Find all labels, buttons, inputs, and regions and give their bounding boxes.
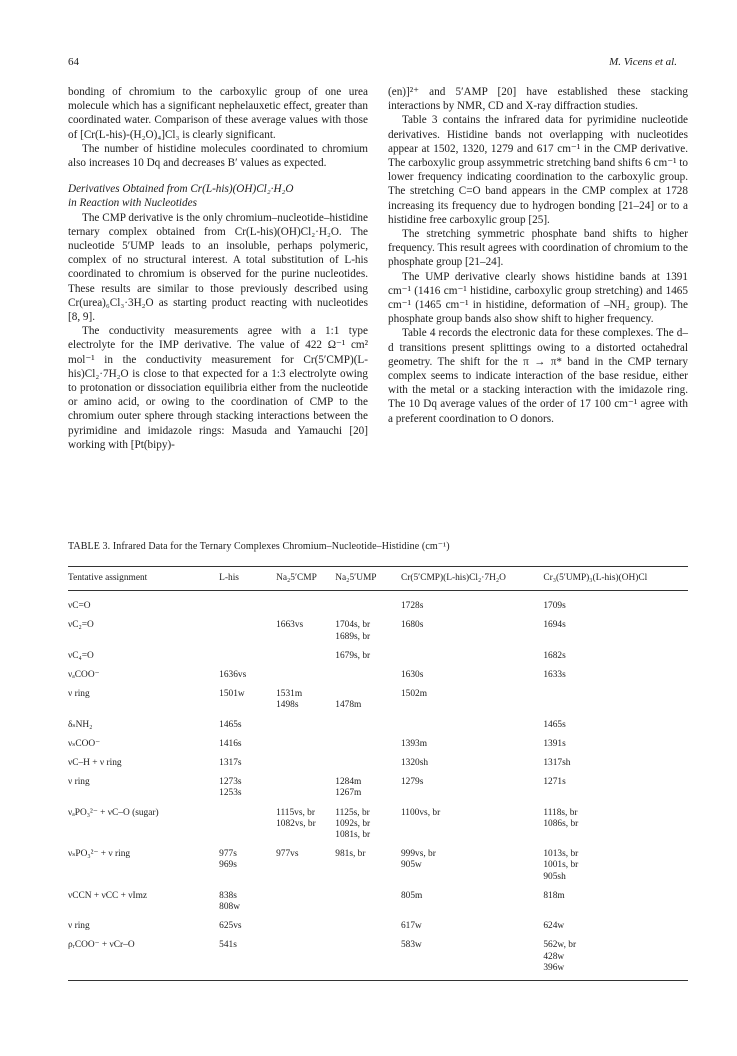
table-cell bbox=[219, 830, 276, 841]
table-cell bbox=[543, 902, 688, 913]
table-cell bbox=[219, 612, 276, 631]
table-cell: 1271s bbox=[543, 777, 566, 788]
table-cell: 1115vs, br bbox=[276, 807, 315, 818]
table-row bbox=[68, 632, 688, 643]
table-cell: 541s bbox=[219, 940, 237, 951]
paragraph: The stretching symmetric phosphate band shifts to higher frequency. This result agrees with coordination of chromium to the phosphate group [21–24]. bbox=[388, 228, 688, 269]
table-cell: 1502m bbox=[400, 689, 428, 700]
table-cell bbox=[335, 712, 401, 731]
table-cell bbox=[219, 700, 276, 711]
table-cell bbox=[335, 750, 401, 769]
table-cell: 1416s bbox=[219, 738, 242, 749]
table-cell: νC₄=O bbox=[68, 650, 94, 661]
table-cell: ν ring bbox=[68, 689, 90, 700]
table-cell: 1001s, br bbox=[543, 860, 579, 871]
table-cell bbox=[276, 788, 335, 799]
table-caption: TABLE 3. Infrared Data for the Ternary Complexes Chromium–Nucleotide–Histidine (cm⁻¹) bbox=[68, 541, 450, 552]
table-cell bbox=[276, 932, 335, 951]
table-cell: 1273s bbox=[219, 777, 242, 788]
table-cell bbox=[401, 643, 543, 662]
table-cell: 1709s bbox=[543, 601, 566, 612]
table-cell: 1082vs, br bbox=[276, 818, 316, 829]
right-column bbox=[388, 85, 688, 426]
paragraph: Table 4 records the electronic data for these complexes. The d–d transitions present splittings owing to a distorted octahedral geometry. The shift for the π → π* band in the CMP ternary complex seems to indicate interaction of the base residue, either with the metal or a stacking interaction with the imidazole ring. The 10 Dq average values of the order of 17 100 cm⁻¹ agree with a preferent coordination to O donors. bbox=[388, 327, 688, 425]
table-cell bbox=[401, 788, 543, 799]
table-row bbox=[68, 788, 688, 799]
table-cell: 1013s, br bbox=[543, 849, 579, 860]
table-cell bbox=[335, 662, 401, 681]
table-row bbox=[68, 800, 688, 819]
table-cell bbox=[335, 963, 401, 981]
table-cell: 969s bbox=[219, 860, 237, 871]
table-cell: 1320sh bbox=[400, 758, 429, 769]
table-cell: 1279s bbox=[400, 777, 424, 788]
table-cell bbox=[276, 830, 335, 841]
table-cell: ρᵣCOO⁻ + νCr–O bbox=[68, 940, 135, 951]
table-cell bbox=[401, 872, 543, 883]
table-cell: 1531m bbox=[276, 689, 303, 700]
table-cell bbox=[335, 952, 401, 963]
table-cell bbox=[335, 681, 401, 700]
table-cell bbox=[68, 963, 219, 981]
table-cell: 1630s bbox=[400, 670, 424, 681]
column-header: Cr(5′CMP)(L-his)Cl₂·7H₂O bbox=[401, 567, 543, 591]
table-cell: 583w bbox=[400, 940, 422, 951]
table-row bbox=[68, 662, 688, 681]
table-cell: νC₂=O bbox=[68, 620, 94, 631]
table-cell bbox=[543, 700, 688, 711]
table-cell bbox=[276, 963, 335, 981]
table-cell bbox=[401, 819, 543, 830]
table-row bbox=[68, 769, 688, 788]
table-row bbox=[68, 731, 688, 750]
table-cell bbox=[335, 731, 401, 750]
table-row bbox=[68, 872, 688, 883]
table-cell bbox=[276, 632, 335, 643]
table-cell bbox=[543, 788, 688, 799]
table-cell bbox=[276, 643, 335, 662]
table-cell: 1478m bbox=[335, 700, 362, 711]
table-cell bbox=[276, 731, 335, 750]
table-cell bbox=[401, 700, 543, 711]
table-cell bbox=[401, 952, 543, 963]
table-cell: 428w bbox=[543, 951, 565, 962]
table-cell: 1092s, br bbox=[335, 818, 371, 829]
table-cell: 1081s, br bbox=[335, 830, 371, 841]
table-cell: ν ring bbox=[68, 921, 90, 932]
table-cell: νₐPO₃²⁻ + νC–O (sugar) bbox=[68, 807, 159, 818]
table-cell: 1086s, br bbox=[543, 818, 579, 829]
table-cell: νCCN + νCC + νImz bbox=[68, 890, 148, 901]
table-cell bbox=[276, 712, 335, 731]
table-cell: 999vs, br bbox=[400, 849, 436, 860]
table-cell bbox=[219, 632, 276, 643]
table-cell bbox=[401, 712, 543, 731]
paragraph: The conductivity measurements agree with a 1:1 type electrolyte for the IMP derivative. The value of 422 Ω⁻¹ cm² mol⁻¹ in the conductivity measurement for Cr(5′CMP)(L-his)Cl₂·7H₂O is close to that expected for a 1:3 electrolyte owing to protonation or dissociation equilibria either from the nucleotide or amino acid, or owing to the coordination of CMP to the chromium outer sphere through stacking interactions between the pyrimidine and imidazole rings: Masuda and Yamauchi [20] working with [Pt(bipy)- bbox=[68, 325, 368, 451]
table-cell: 1663vs bbox=[276, 620, 304, 631]
left-column bbox=[68, 85, 368, 452]
table-cell: 1501w bbox=[219, 689, 245, 700]
table-cell bbox=[335, 872, 401, 883]
table-cell: 1317sh bbox=[543, 758, 571, 769]
table-row bbox=[68, 913, 688, 932]
section-heading-line: in Reaction with Nucleotides bbox=[68, 197, 197, 210]
table-cell: 1100vs, br bbox=[400, 807, 441, 818]
column-header: Na₂5′UMP bbox=[335, 567, 401, 591]
table-row bbox=[68, 712, 688, 731]
table-cell: 1465s bbox=[219, 719, 242, 730]
table-cell bbox=[68, 860, 219, 871]
table-cell: 1689s, br bbox=[335, 631, 371, 642]
table-header-row bbox=[68, 567, 688, 591]
table-cell: 1679s, br bbox=[335, 650, 371, 661]
table-body bbox=[68, 591, 688, 981]
table-cell bbox=[335, 932, 401, 951]
page-number: 64 bbox=[68, 56, 79, 68]
column-header: Cr₃(5′UMP)₃(L-his)(OH)Cl bbox=[543, 567, 688, 591]
table-cell: 905sh bbox=[543, 871, 566, 882]
table-cell bbox=[543, 830, 688, 841]
table-cell: 1253s bbox=[219, 788, 242, 799]
table-row bbox=[68, 860, 688, 871]
table-cell bbox=[401, 963, 543, 981]
table-cell: 805m bbox=[400, 890, 423, 901]
table-cell bbox=[276, 860, 335, 871]
table-cell: νC–H + ν ring bbox=[68, 758, 122, 769]
table-row bbox=[68, 932, 688, 951]
table-cell bbox=[276, 872, 335, 883]
table-cell: 625vs bbox=[219, 921, 242, 932]
table-cell: 1391s bbox=[543, 738, 566, 749]
section-heading-line: Derivatives Obtained from Cr(L-his)(OH)Cl₂·H₂O bbox=[68, 183, 294, 196]
table-cell bbox=[68, 788, 219, 799]
table-row bbox=[68, 700, 688, 711]
table-cell bbox=[219, 591, 276, 613]
table-row bbox=[68, 841, 688, 860]
table-cell bbox=[335, 913, 401, 932]
table-cell bbox=[401, 632, 543, 643]
table-cell bbox=[543, 632, 688, 643]
table-cell bbox=[401, 902, 543, 913]
table-cell bbox=[219, 963, 276, 981]
table-cell bbox=[543, 681, 688, 700]
table-cell: νₛPO₃²⁻ + ν ring bbox=[68, 849, 131, 860]
table-cell: 1636vs bbox=[219, 670, 247, 681]
table-cell: δₛNH₂ bbox=[68, 719, 93, 730]
table-cell bbox=[276, 952, 335, 963]
paragraph: bonding of chromium to the carboxylic group of one urea molecule which has a significant nephelauxetic effect, greater than coordinated water. Comparison of these average values with those of [Cr(L-his)-(H₂O)₄]Cl₃ is clearly significant. bbox=[68, 86, 368, 141]
column-header: Na₂5′CMP bbox=[276, 567, 335, 591]
table-cell: 396w bbox=[543, 963, 688, 981]
table-cell bbox=[219, 819, 276, 830]
table-cell: 617w bbox=[400, 921, 422, 932]
paragraph: The CMP derivative is the only chromium–nucleotide–histidine ternary complex obtained from Cr(L-his)(OH)Cl₂·H₂O. The nucleotide 5′UMP leads to an insoluble, perhaps polymeric, complex of no structural interest. A total substitution of L-his coordinated to chromium is observed for the purine nucleotides. These results are similar to those previously described using Cr(urea)₆Cl₃·3H₂O as starting product reacting with nucleotides [8, 9]. bbox=[68, 211, 368, 324]
table-cell: 624w bbox=[543, 921, 565, 932]
column-header: Tentative assignment bbox=[68, 567, 219, 591]
table-cell bbox=[276, 902, 335, 913]
table-cell: 1682s bbox=[543, 650, 566, 661]
table-cell bbox=[68, 902, 219, 913]
table-row bbox=[68, 750, 688, 769]
table-row bbox=[68, 591, 688, 613]
table-row bbox=[68, 612, 688, 631]
table-row bbox=[68, 830, 688, 841]
table-cell bbox=[276, 769, 335, 788]
table-row bbox=[68, 819, 688, 830]
table-cell: 1694s bbox=[543, 620, 566, 631]
paragraph: Table 3 contains the infrared data for pyrimidine nucleotide derivatives. Histidine bands not overlapping with nucleotides appear at 1502, 1320, 1279 and 617 cm⁻¹ in the CMP derivative. The carboxylic group assymmetric stretching band shifts 6 cm⁻¹ to lower frequency indicating coordination to the carboxylic group. The stretching C=O band appears in the CMP complex at 1728 increasing its frequency due to hydrogen bonding [21–24] or to a histidine free carboxylic group [25]. bbox=[388, 114, 688, 226]
table-cell: 1393m bbox=[400, 738, 428, 749]
table-cell: 977vs bbox=[276, 849, 299, 860]
paragraph: (en)]²⁺ and 5′AMP [20] have established these stacking interactions by NMR, CD and X-ray diffraction studies. bbox=[388, 86, 688, 113]
paragraph: The UMP derivative clearly shows histidine bands at 1391 cm⁻¹ (1416 cm⁻¹ histidine, carboxylic group stretching) and 1465 cm⁻¹ (1465 cm⁻¹ in histidine, deformation of –NH₂ group). The phosphate group bands also show shift to higher frequency. bbox=[388, 270, 688, 326]
table-cell: 1498s bbox=[276, 700, 299, 711]
table-cell: 1465s bbox=[543, 719, 566, 730]
table-cell bbox=[276, 750, 335, 769]
table-cell bbox=[219, 952, 276, 963]
table-cell: 562w, br bbox=[543, 940, 577, 951]
table-cell bbox=[401, 830, 543, 841]
column-header: L-his bbox=[219, 567, 276, 591]
table-cell bbox=[68, 872, 219, 883]
table-cell: 1284m bbox=[335, 777, 362, 788]
table-cell bbox=[335, 591, 401, 613]
table-cell: 1728s bbox=[400, 601, 424, 612]
table-cell: 905w bbox=[400, 860, 422, 871]
table-cell bbox=[335, 883, 401, 902]
table-cell: 1118s, br bbox=[543, 807, 578, 818]
table-cell bbox=[68, 632, 219, 643]
table-cell bbox=[219, 872, 276, 883]
table-cell bbox=[335, 860, 401, 871]
table-cell: 1704s, br bbox=[335, 620, 371, 631]
table-cell bbox=[219, 643, 276, 662]
table-cell: 977s bbox=[219, 849, 237, 860]
table-cell bbox=[276, 591, 335, 613]
table-row bbox=[68, 681, 688, 700]
table-cell: νₛCOO⁻ bbox=[68, 738, 101, 749]
table-cell bbox=[68, 830, 219, 841]
table-row bbox=[68, 643, 688, 662]
table-cell: 838s bbox=[219, 890, 237, 901]
table-cell bbox=[68, 700, 219, 711]
table-cell: ν ring bbox=[68, 777, 90, 788]
table-cell: 818m bbox=[543, 890, 565, 901]
table-cell: 1125s, br bbox=[335, 807, 370, 818]
table-row bbox=[68, 952, 688, 963]
table-row bbox=[68, 883, 688, 902]
table-cell: νₐCOO⁻ bbox=[68, 670, 100, 681]
table-cell: 1680s bbox=[400, 620, 424, 631]
paragraph: The number of histidine molecules coordinated to chromium also increases 10 Dq and decreases B′ values as expected. bbox=[68, 142, 368, 170]
table-cell bbox=[68, 819, 219, 830]
table-cell bbox=[276, 883, 335, 902]
table-cell: 1267m bbox=[335, 788, 362, 799]
running-head: M. Vicens et al. bbox=[609, 56, 677, 68]
table-cell bbox=[335, 902, 401, 913]
table-cell: 808w bbox=[219, 902, 240, 913]
table-row bbox=[68, 902, 688, 913]
table-cell bbox=[276, 662, 335, 681]
table-cell: 1633s bbox=[543, 670, 566, 681]
table-cell bbox=[68, 952, 219, 963]
table-cell bbox=[219, 800, 276, 819]
table-row bbox=[68, 963, 688, 981]
table-cell: νC=O bbox=[68, 601, 91, 612]
section-heading bbox=[68, 182, 368, 210]
infrared-data-table bbox=[68, 566, 688, 981]
table-cell: 1317s bbox=[219, 758, 242, 769]
table-cell: 981s, br bbox=[335, 849, 366, 860]
table-cell bbox=[276, 913, 335, 932]
